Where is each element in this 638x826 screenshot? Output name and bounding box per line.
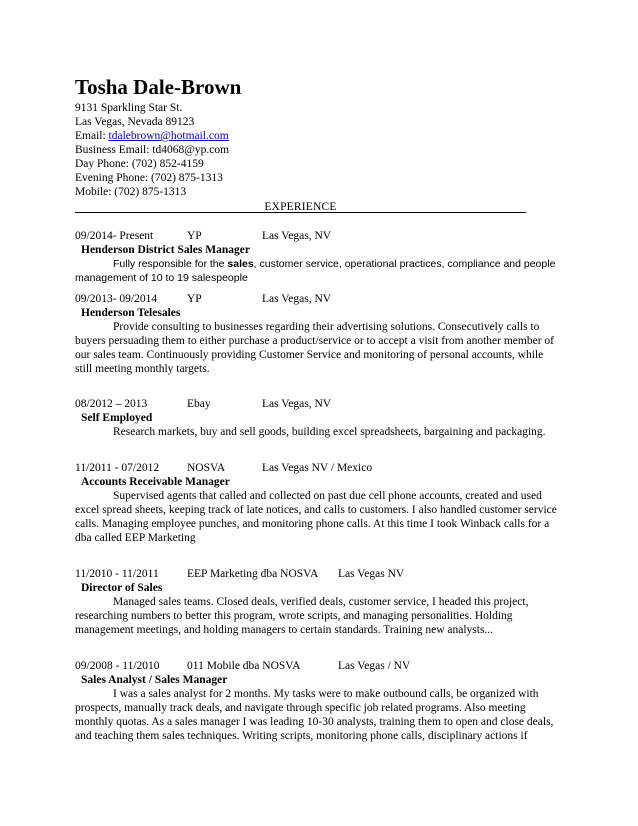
job-entry	[75, 461, 563, 545]
job-title: Accounts Receivable Manager	[81, 476, 230, 488]
job-title: Henderson District Sales Manager	[81, 244, 250, 256]
job-description: Managed sales teams. Closed deals, verified deals, customer service, I headed this project, researching numbers to better this program, wrote scripts, and managing personalities. Holding management meetings, and holding managers to certain standards. Training new analysts...	[75, 596, 529, 636]
job-location: Las Vegas, NV	[262, 398, 332, 410]
job-dates: 09/2013- 09/2014	[75, 293, 158, 305]
job-desc-end: , customer service, operational practices, compliance and people management of 10 to 19 salespeople	[75, 258, 556, 284]
business-email: Business Email: td4068@yp.com	[75, 144, 230, 156]
job-location: Las Vegas / NV	[338, 660, 411, 672]
job-company: Ebay	[187, 398, 211, 410]
job-dates: 09/2008 - 11/2010	[75, 660, 160, 672]
job-location: Las Vegas NV / Mexico	[262, 462, 373, 474]
job-description: Supervised agents that called and collected on past due cell phone accounts, created and used excel spread sheets, keeping track of late notices, and calls to customers. I also handled customer service calls. Managing employee punches, and monitoring phone calls. At this time I took Winback calls for a dba called EEP Marketing	[75, 490, 557, 544]
job-title: Self Employed	[81, 412, 153, 424]
job-meta	[75, 397, 563, 411]
address-line-2: Las Vegas, Nevada 89123	[75, 116, 195, 128]
job-entry	[75, 292, 563, 376]
job-desc-bold: sales	[227, 258, 254, 270]
email-link[interactable]: tdalebrown@hotmail.com	[108, 130, 229, 142]
job-dates: 09/2014- Present	[75, 230, 154, 242]
job-meta	[75, 292, 563, 306]
job-description	[75, 257, 563, 285]
job-description: Research markets, buy and sell goods, building excel spreadsheets, bargaining and packaging.	[113, 426, 546, 438]
job-entry	[75, 397, 563, 439]
job-title: Director of Sales	[81, 582, 163, 594]
email-label: Email:	[75, 130, 109, 142]
experience-heading: EXPERIENCE	[264, 201, 337, 213]
job-entry	[75, 229, 563, 285]
section-divider	[75, 212, 526, 213]
job-meta	[75, 229, 563, 243]
job-description: Provide consulting to businesses regarding their advertising solutions. Consecutively calls to buyers persuading them to either purchase a product/service or to accept a visit from another member of our sales team. Continuously providing Customer Service and monitoring of personal accounts, while still meeting monthly targets.	[75, 321, 554, 375]
job-location: Las Vegas, NV	[262, 293, 332, 305]
day-phone: Day Phone: (702) 852-4159	[75, 158, 204, 170]
job-dates: 08/2012 – 2013	[75, 398, 148, 410]
contact-header	[75, 75, 563, 199]
job-company: 011 Mobile dba NOSVA	[187, 660, 301, 672]
address-line-1: 9131 Sparkling Star St.	[75, 102, 183, 114]
job-desc-start: Fully responsible for the	[113, 258, 228, 270]
job-entry	[75, 659, 563, 743]
job-description: I was a sales analyst for 2 months. My tasks were to make outbound calls, be organized with prospects, manually track deals, and navigate through specific job related programs. Also meeting monthly quotas. As a sales manager I was leading 10-30 analysts, training them to open and close deals, and teaching them sales techniques. Writing scripts, monitoring phone calls, disciplinary actions if	[75, 688, 554, 742]
email-line	[75, 129, 563, 143]
evening-phone: Evening Phone: (702) 875-1313	[75, 172, 223, 184]
job-dates: 11/2010 - 11/2011	[75, 568, 159, 580]
job-dates: 11/2011 - 07/2012	[75, 462, 160, 474]
job-meta	[75, 659, 563, 673]
job-location: Las Vegas, NV	[262, 230, 332, 242]
candidate-name: Tosha Dale-Brown	[75, 75, 242, 99]
job-meta	[75, 461, 563, 475]
job-entry	[75, 567, 563, 637]
job-company: EEP Marketing dba NOSVA	[187, 568, 319, 580]
job-title: Henderson Telesales	[81, 307, 181, 319]
job-company: NOSVA	[187, 462, 226, 474]
job-meta	[75, 567, 563, 581]
job-title: Sales Analyst / Sales Manager	[81, 674, 228, 686]
job-company: YP	[187, 293, 202, 305]
mobile-phone: Mobile: (702) 875-1313	[75, 186, 187, 198]
job-company: YP	[187, 230, 202, 242]
job-location: Las Vegas NV	[338, 568, 405, 580]
